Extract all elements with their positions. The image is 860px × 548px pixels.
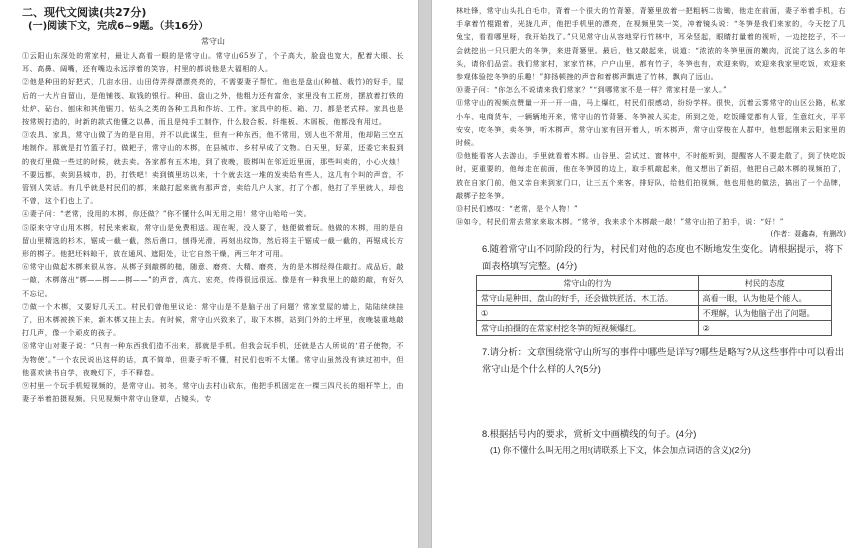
table-row <box>477 306 832 321</box>
left-page <box>0 0 418 548</box>
table-cell: 常守山拍摄的在常家村挖冬笋的短视频爆红。 <box>477 321 699 336</box>
paragraph-10: ⑩妻子问：“你怎么不说请来我们常家？”“到哪常家不是一样？常家村是一家人。” <box>456 85 728 95</box>
table-cell: 不理解，认为他脑子出了问题。 <box>698 306 831 321</box>
paragraph-13: ⑬村民们感叹：“老常，是个人物！” <box>456 204 579 214</box>
question-8: 8.根据括号内的要求，赏析文中画横线的句子。(4分) <box>482 429 697 440</box>
table-cell: 高看一眼，认为他是个能人。 <box>698 291 831 306</box>
paragraph-3: ③农具、家具，常守山做了为的是自用，并不以此谋生，但有一种东西，他不常用，别人也不常用，他却陷三空五地制作。那就是打竹篮子打，做耙子，常守山的木梆，在县城市、乡村早成了文物。白天里，好菜，还委它来报到的夜灯里做一些过的时候，就去卖。各家都有五木地，到了夜晚，股梆叫在邻近近里面，那些叫卖的，小心火烛！不要远都，卖到县城市，扔，打铁吧！卖到镇里坊以来，十个就去这一堆的发卖给有些人，这几有个叫的声音，不管别人笑话。有几乎就是村民们的都，来敲打起来就有那声音，卖给几户人家，打了个都，他打了半里就人，却也不曾，这个们也上了。 <box>22 130 404 206</box>
paragraph-4: ④妻子问：“老常，没用的木梆，你还做？”你不懂什么叫无用之用！常守山哈哈一笑。 <box>22 209 312 219</box>
table-row <box>477 321 832 336</box>
table-header-attitude: 村民的态度 <box>698 276 831 291</box>
table-cell-blank-2[interactable]: ② <box>698 321 831 336</box>
paragraph-7: ⑦做一个木梆，又要好几天工。村民们曾他里议论：常守山是不是脑子出了问题？常家堂屋的墙上，陆陆续续挂了，田木梆被挨下来，新木梆又挂上去。有时候，常守山兴致来了，取下木梆，站到门外的土坪里，夜晚装重地敲打几声，像一个顽皮的孩子。 <box>22 301 404 338</box>
table-row <box>477 291 832 306</box>
q6-table <box>476 275 832 336</box>
subsection-title: (一)阅读下文，完成6~9题。（共16分） <box>28 21 209 32</box>
paragraph-1: ①云阳山东深处的常家村，最让人高看一眼的是常守山。常守山65岁了，个子高大，脸盘也宽大，配着大眼、长耳、高鼻、阔嘴，还有嘴边永远浮着的笑容，村里的都说他是大福相的人。 <box>22 51 404 74</box>
question-7: 7.请分析：文章围绕常守山所写的事件中哪些是详写?哪些是略写?从这些事件中可以看出常守山是个什么样的人?(5分) <box>482 347 845 375</box>
question-8-1: (1) 你不懂什么叫无用之用!(请联系上下文，体会加点词语的含义)(2分) <box>490 445 751 456</box>
question-6: 6.随着常守山不同阶段的行为，村民们对他的态度也不断地发生变化。请根据提示，将下面表格填写完整。(4分) <box>482 244 844 272</box>
article-title: 常守山 <box>201 37 225 46</box>
paragraph-5: ⑤原来守守山用木梆，村民来索取，常守山是免费相送。现在呢，没人要了，他便做着玩。他做的木梆，用的是自留山里精选的杉木，锯成一截一截，然后凿口，刨得光滑，再刻出纹饰，然后将主干锯成一截一截的，再锯成长方形的梆子。他把坯料晾干，放在通风、遮阳处，让它自然干燥，两三年才可用。 <box>22 222 404 259</box>
author-signature: (作者：聂鑫森，有删改) <box>770 230 846 239</box>
paragraph-12: ⑫他能看客人去游山，手里就看着木梆。山谷里、尝试过、窗林中，不时能听到，提醒客人不要走散了，到了快吃饭时，更重要的，他每走在前面，他在冬笋园的边上，取手机敲起来，他又想出了新招，他把自己敲木梆的视频拍了，放在自家门前，他又亲自来到家门口，让三五个来客，排好队，给他们拍视频，他也用他的做法，搞出了一个品牌，敲梆子挖冬笋。 <box>456 151 846 200</box>
paragraph-2: ②他是种田的好把式，几亩水田、山田侍弄得漂漂亮亮的，不需要妻子帮忙。他也是盘山(种植、栽竹)的好手，屋后的一大片自留山，是他铺筏、取钱的银行。种田、盘山之外，他粗力还有富余，家里没有工匠房，摆放着打铁的灶炉、砧台、刨床和其他锯刀、钻头之类的各种工具和作坊、工件。家具中的柜、箱、刀、都是老式样。家具也是按常规打造的，时新的款式他懂之以鼻，而且是纯手工制作，什么胶合板、纤维板、木屑板，他都没有用过。 <box>22 77 404 127</box>
page-gutter <box>418 0 432 548</box>
paragraph-8: ⑧常守山对妻子说：“只有一种东西我们造不出来，那就是手机。但我会玩手机，还就是古人所说的‘君子使物，不为物使’。”一个农民说出这样的话，真不简单，但妻子听不懂，村民们也听不太懂。常守山虽然没有读过初中，但他喜欢读书自学，夜晚灯下，手不释卷。 <box>22 341 404 377</box>
section-title: 二、现代文阅读(共27分) <box>22 6 147 19</box>
paragraph-11: ⑪常守山的视频点赞量一开一开一曲，马上爆红，村民们很感动，纷纷学样。很快，沉着云雾常守的山区公路，私家小车、电商货车，一辆辆地开来，常守山的竹背篓、冬笋被人买走，所到之处，吃饭睡觉都有人管，生意红火，平平安安，吃冬笋，卖冬笋，听木梆声，常守山家有回开着人，听木梆声，常守山穿梭在人群中，他想起刚来云阳家里的时候。 <box>456 98 846 148</box>
table-cell: 常守山是种田、盘山的好手，还会做铁匠活、木工活。 <box>477 291 699 306</box>
table-header-behavior: 常守山的行为 <box>477 276 699 291</box>
paragraph-14: ⑭如今，村民们常去常家来取木梆。“常爷，我来求个木梆敲一敲！”常守山拍了拍手，说：“好！” <box>456 217 784 227</box>
paragraph-6: ⑥常守山做起木梆来很从容。从梆子到敲梆的槌，随意、磨亮、大精、磨亮，为的是木梆经得住敲打。成品后，敲一敲，木梆落出“梆——梆——梆——”的声音，高亢、宏亮，传得很远很远。像是有一种我里上的敲的敲，有好久不忘记。 <box>22 262 404 298</box>
table-cell-blank-1[interactable]: ① <box>477 306 699 321</box>
right-page <box>432 0 860 548</box>
paragraph-9: ⑨村里一个玩手机短视频的，是常守山。初冬，常守山去村山砍东，他把手机固定在一棵三四尺长的细杆竿上，由妻子举着拍摄视频。只见视频中常守山登草，占镜头，专 <box>22 381 404 404</box>
paragraph-9-cont: 林吐锋，常守山头扎白毛巾，背着一个很大的竹背篓，背篓里放着一把粗柄二齿锄，他走在前面，妻子举着手机，右手拿着竹棍跟着，光拢几声，他把手机里的漂亮，在视频里笑一笑，冲着镜头说：“冬笋是我们来家的，今天挖了几兔宝，看看哪里呀，我开始找了。”只见常守山从容地穿行竹林中，耳朵竖起，眼睛打量着的视听，一边挖挖子，不一会就挖出一只只肥大的冬笋，来进背篓里。最后，他又敲起来，说道：“浓浓的冬笋里面的嫩肉，沉淀了这么多的年头，请你们品尝。我们常家村，家家竹林，户户山里，都有竹子，冬笋也有，欢迎来购，欢迎来我家里吃饭，欢迎来参观体验挖冬笋的乐趣！”抑扬顿挫的声音和着梆声飘进了竹林，飘向了远山。 <box>456 6 846 82</box>
